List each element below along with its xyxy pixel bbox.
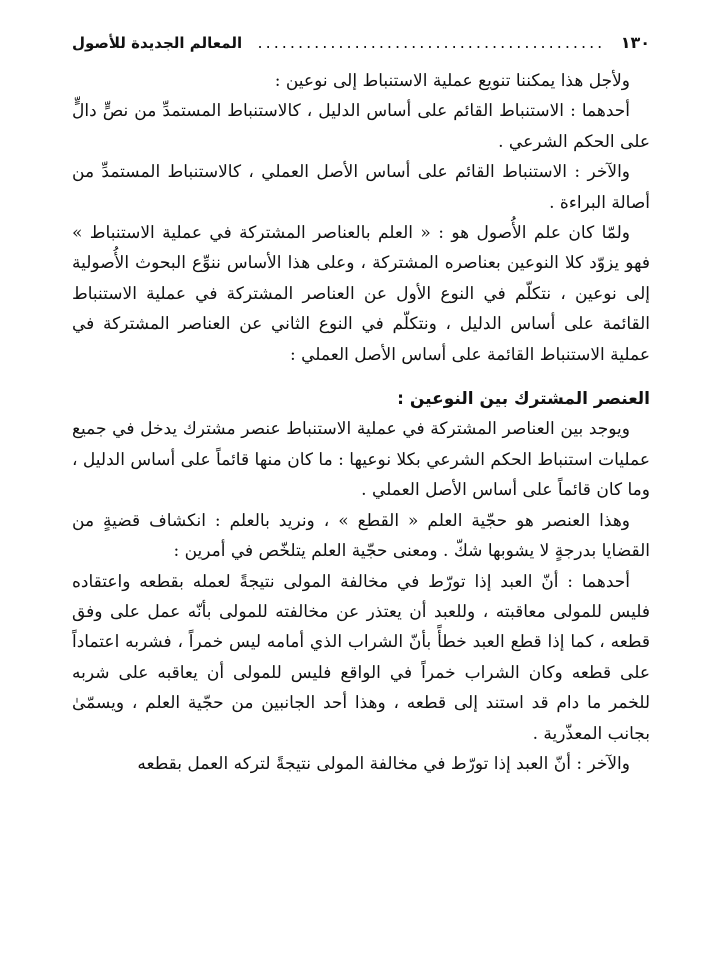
paragraph-common-element: ويوجد بين العناصر المشتركة في عملية الاستنباط عنصر مشترك يدخل في جميع عمليات استنباط الحكم الشرعي بكلا نوعيها : ما كان منها قائماً على أساس الدليل ، وما كان قائماً على أساس الأصل العملي .: [72, 419, 650, 501]
paragraph-excusability: أحدهما : أنّ العبد إذا تورّط في مخالفة المولى نتيجةً لعمله بقطعه واعتقاده فليس للمولى معاقبته ، وللعبد أن يعتذر عن مخالفته للمولى بأنّه عمل على وفق قطعه ، كما إذا قطع العبد خطأً بأنّ الشراب الذي أمامه ليس خمراً ، فشربه اعتماداً على قطعه وكان الشراب خمراً في الواقع فليس للمولى أن يعاقبه على شربه للخمر ما دام قد استند إلى قطعه ، وهذا أحد الجانبين من حجّية العلم ، ويسمّىٰ بجانب المعذّرية .: [72, 571, 650, 744]
paragraph-second-aspect: والآخر : أنّ العبد إذا تورّط في مخالفة المولى نتيجةً لتركه العمل بقطعه: [137, 753, 630, 774]
header-leader-dots: ...........................................: [257, 33, 606, 52]
paragraph-certainty: وهذا العنصر هو حجّية العلم « القطع » ، ونريد بالعلم : انكشاف قضيةٍ من القضايا بدرجةٍ لا يشوبها شكّ . ومعنى حجّية العلم يتلخّص في أمرين :: [72, 510, 650, 562]
paragraph-intro: ولأجل هذا يمكننا تنويع عملية الاستنباط إلى نوعين :: [274, 71, 630, 91]
page-number: ١٣٠: [620, 33, 650, 52]
paragraph-second-type: والآخر : الاستنباط القائم على أساس الأصل العملي ، كالاستنباط المستمدِّ من أصالة البراءة .: [72, 162, 650, 213]
paragraph-usul-definition: ولمّا كان علم الأُصول هو : « العلم بالعناصر المشتركة في عملية الاستنباط » فهو يزوّد كلا النوعين بعناصره المشتركة ، وعلى هذا الأساس ننوِّع البحوث الأُصولية إلى نوعين ، نتكلّم في النوع الأول عن العناصر المشتركة في عملية الاستنباط القائمة على أساس الدليل ، ونتكلّم في النوع الثاني عن العناصر المشتركة في عملية الاستنباط القائمة على أساس الأصل العملي :: [72, 223, 650, 365]
paragraph-first-type: أحدهما : الاستنباط القائم على أساس الدليل ، كالاستنباط المستمدِّ من نصٍّ دالٍّ على الحكم الشرعي .: [72, 101, 650, 152]
body-text: [72, 66, 650, 779]
running-header: [72, 28, 650, 58]
section-heading: العنصر المشترك بين النوعين :: [397, 389, 650, 410]
book-title: المعالم الجديدة للأصول: [72, 34, 243, 52]
